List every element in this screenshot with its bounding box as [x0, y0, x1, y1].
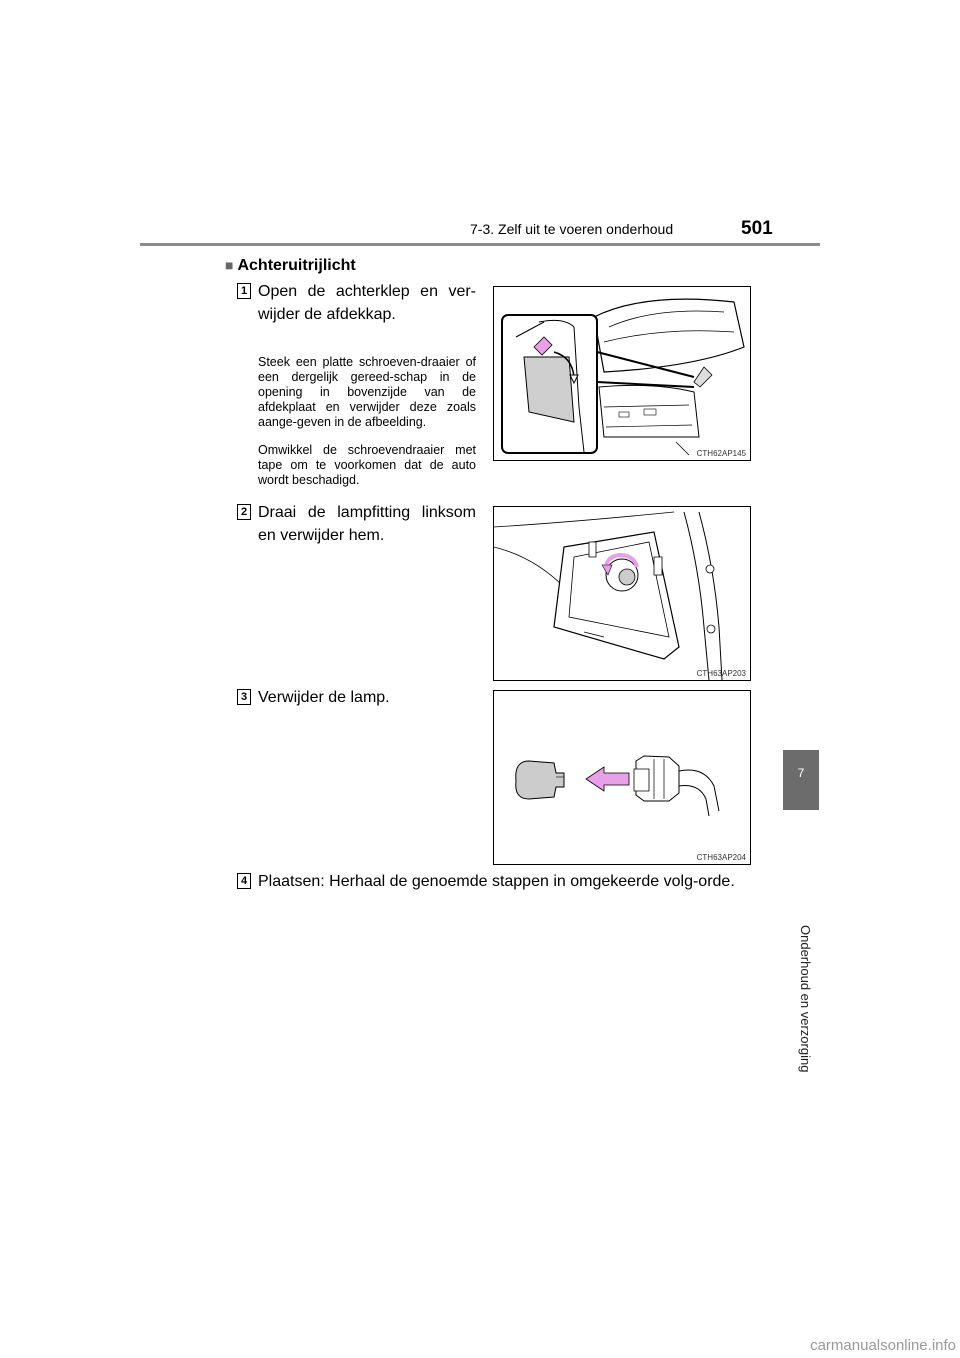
- chapter-title: Onderhoud en verzorging: [798, 925, 813, 1073]
- section-heading: [225, 257, 356, 275]
- square-bullet-icon: ■: [225, 257, 234, 273]
- step-number-1: 1: [237, 283, 251, 299]
- step-number-2: 2: [237, 504, 251, 520]
- step-number-4: 4: [237, 873, 251, 889]
- step-1-note-2: Omwikkel de schroevendraaier met tape om te voorkomen dat de auto wordt beschadigd.: [258, 443, 476, 487]
- page-number: 501: [741, 218, 773, 239]
- figure-code: CTH63AP203: [696, 669, 746, 678]
- step-3-text: Verwijder de lamp.: [258, 689, 390, 706]
- step-1-text: Open de achterklep en ver-wijder de afdekkap.: [258, 283, 476, 323]
- step-4-text: Plaatsen: Herhaal de genoemde stappen in omgekeerde volg-orde.: [258, 873, 735, 890]
- figure-lamp-socket: [493, 506, 751, 681]
- running-header: 7-3. Zelf uit te voeren onderhoud: [470, 221, 674, 237]
- chapter-tab[interactable]: [783, 750, 819, 810]
- figure-code: CTH62AP145: [696, 449, 746, 458]
- step-number-3: 3: [237, 689, 251, 705]
- section-title: Achteruitrijlicht: [237, 257, 356, 274]
- figure-remove-bulb: [493, 690, 751, 865]
- socket-illustration: [494, 507, 750, 680]
- figure-code: CTH63AP204: [696, 853, 746, 862]
- watermark: carmanualsonline.info: [810, 1337, 956, 1354]
- chapter-number: 7: [797, 766, 805, 780]
- bulb-illustration: [494, 691, 750, 864]
- tailgate-illustration: [494, 287, 750, 460]
- figure-tailgate-cover: [493, 286, 751, 461]
- step-2-text: Draai de lampfitting linksom en verwijder hem.: [258, 504, 476, 544]
- step-1-note-1: Steek een platte schroeven-draaier of een dergelijk gereed-schap in de opening in bovenzijde van de afdekplaat en verwijder deze zoals aange-geven in de afbeelding.: [258, 355, 476, 429]
- header-divider: [140, 243, 820, 246]
